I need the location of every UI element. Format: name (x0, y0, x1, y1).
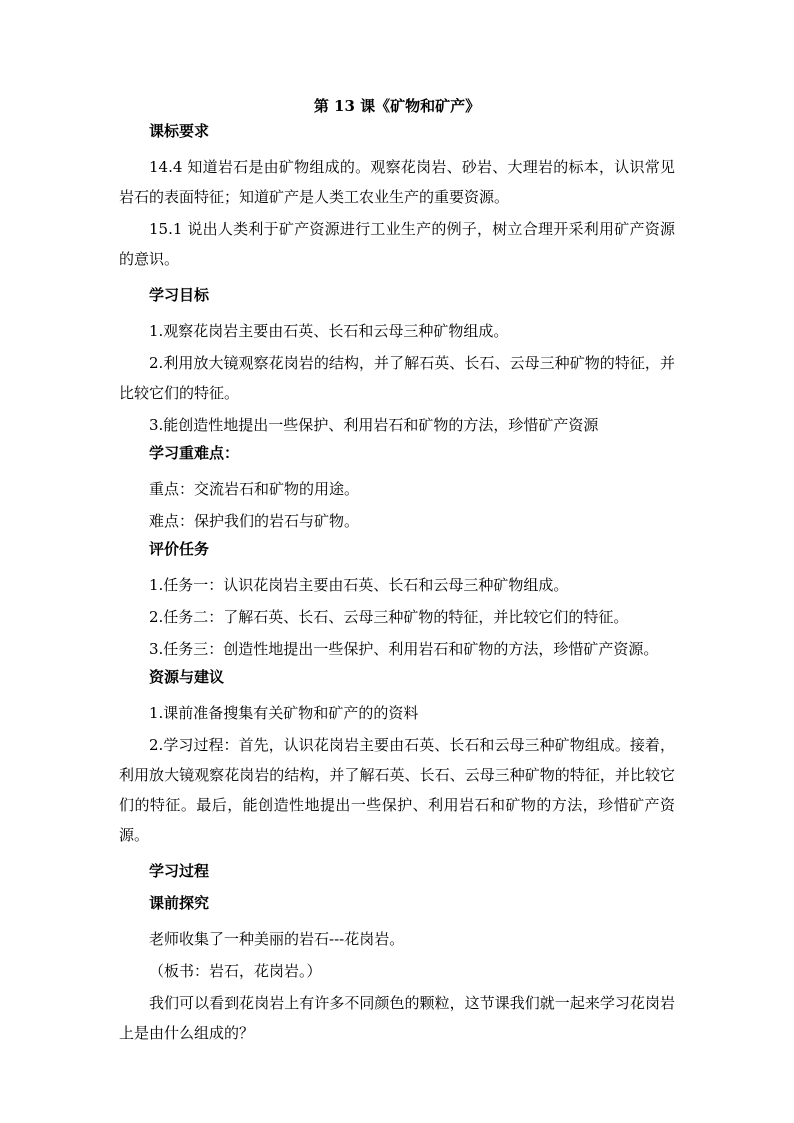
objective-2: 2.利用放大镜观察花岗岩的结构，并了解石英、长石、云母三种矿物的特征，并比较它们的特征。 (119, 354, 675, 402)
process-paragraph-3: 我们可以看到花岗岩上有许多不同颜色的颗粒，这节课我们就一起来学习花岗岩上是由什么组成的？ (119, 994, 675, 1042)
objective-1: 1.观察花岗岩主要由石英、长石和云母三种矿物组成。 (149, 322, 509, 340)
curriculum-paragraph-2: 15.1 说出人类利于矿产资源进行工业生产的例子，树立合理开采利用矿产资源的意识。 (119, 220, 675, 268)
keypoint-difficulty: 难点：保护我们的岩石与矿物。 (149, 512, 360, 530)
heading-resources: 资源与建议 (149, 668, 225, 686)
process-paragraph-2: （板书：岩石，花岗岩。） (149, 962, 322, 980)
resource-2: 2.学习过程：首先，认识花岗岩主要由石英、长石和云母三种矿物组成。接着，利用放大镜观察花岗岩的结构，并了解石英、长石、云母三种矿物的特征，并比较它们的特征。最后，能创造性地提出一些保护、利用岩石和矿物的方法，珍惜矿产资源。 (119, 736, 675, 844)
keypoint-focus: 重点：交流岩石和矿物的用途。 (149, 480, 360, 498)
task-2: 2.任务二：了解石英、长石、云母三种矿物的特征，并比较它们的特征。 (149, 608, 629, 626)
task-3: 3.任务三：创造性地提出一些保护、利用岩石和矿物的方法，珍惜矿产资源。 (149, 640, 659, 658)
curriculum-paragraph-1: 14.4 知道岩石是由矿物组成的。观察花岗岩、砂岩、大理岩的标本，认识常见岩石的表面特征；知道矿产是人类工农业生产的重要资源。 (119, 158, 675, 206)
document-content (119, 96, 675, 1050)
heading-keypoints: 学习重难点： (149, 444, 240, 462)
process-paragraph-1: 老师收集了一种美丽的岩石---花岗岩。 (149, 930, 405, 948)
heading-process: 学习过程 (149, 862, 210, 880)
heading-tasks: 评价任务 (149, 540, 210, 558)
page-title: 第 13 课《矿物和矿产》 (313, 97, 481, 115)
subheading-pre-class: 课前探究 (149, 894, 210, 912)
task-1: 1.任务一：认识花岗岩主要由石英、长石和云母三种矿物组成。 (149, 576, 569, 594)
heading-objectives: 学习目标 (149, 286, 210, 304)
objective-3: 3.能创造性地提出一些保护、利用岩石和矿物的方法，珍惜矿产资源 (149, 416, 599, 434)
heading-curriculum: 课标要求 (149, 122, 210, 140)
resource-1: 1.课前准备搜集有关矿物和矿产的的资料 (149, 704, 419, 722)
